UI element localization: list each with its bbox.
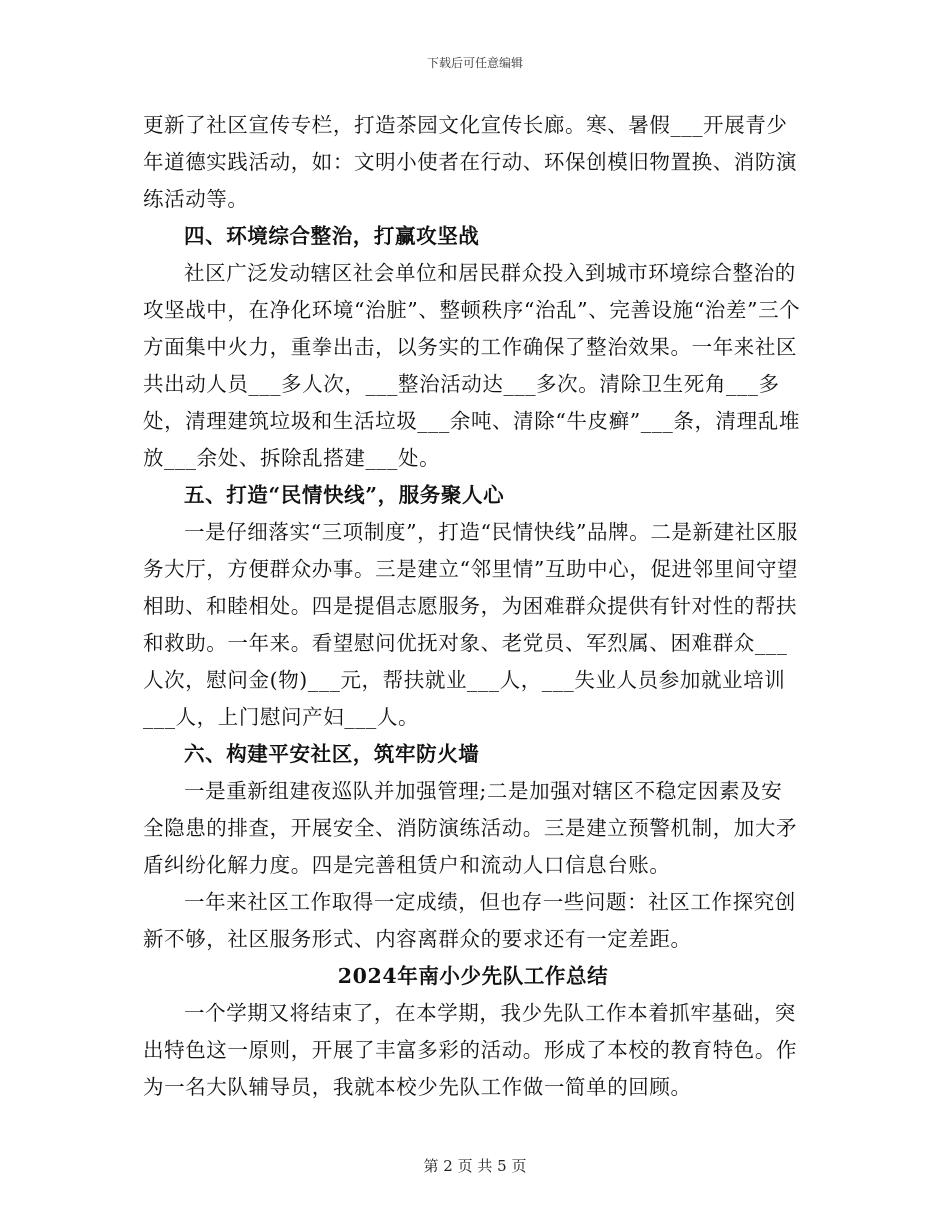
section-heading-4: 四、环境综合整治，打赢攻坚战 (184, 224, 480, 248)
paragraph-environment: 社区广泛发动辖区社会单位和居民群众投入到城市环境综合整治的攻坚战中，在净化环境“治脏”、整顿秩序“治乱”、完善设施“治差”三个方面集中火力，重拳出击，以务实的工作确保了整治效果。一年来社区共出动人员___多人次，___整治活动达___多次。清除卫生死角___多处，清理建筑垃圾和生活垃圾___余吨、清除“牛皮癣”___条，清理乱堆放___余处、拆除乱搭建___处。 (143, 261, 801, 470)
document-title: 2024年南小少先队工作总结 (337, 964, 609, 988)
section-heading-5: 五、打造“民情快线”，服务聚人心 (184, 483, 505, 507)
paragraph-intro: 一个学期又将结束了，在本学期，我少先队工作本着抓牢基础，突出特色这一原则，开展了丰富多彩的活动。形成了本校的教育特色。作为一名大队辅导员，我就本校少先队工作做一简单的回顾。 (143, 1001, 798, 1099)
section-heading-6: 六、构建平安社区，筑牢防火墙 (184, 742, 480, 766)
paragraph-continuation: 更新了社区宣传专栏，打造茶园文化宣传长廊。寒、暑假___开展青少年道德实践活动，如：文明小使者在行动、环保创模旧物置换、消防演练活动等。 (143, 113, 798, 211)
paragraph-public-service: 一是仔细落实“三项制度”，打造“民情快线”品牌。二是新建社区服务大厅，方便群众办事。三是建立“邻里情”互助中心，促进邻里间守望相助、和睦相处。四是提倡志愿服务，为困难群众提供有针对性的帮扶和救助。一年来。看望慰问优抚对象、老党员、军烈属、困难群众___人次，慰问金(物)___元，帮扶就业___人，___失业人员参加就业培训___人，上门慰问产妇___人。 (143, 520, 799, 729)
paragraph-problems: 一年来社区工作取得一定成绩，但也存一些问题：社区工作探究创新不够，社区服务形式、内容离群众的要求还有一定差距。 (143, 890, 796, 951)
paragraph-safety: 一是重新组建夜巡队并加强管理;二是加强对辖区不稳定因素及安全隐患的排查，开展安全、消防演练活动。三是建立预警机制，加大矛盾纠纷化解力度。四是完善租赁户和流动人口信息台账。 (143, 779, 798, 877)
document-body (143, 107, 803, 1106)
page-header: 下载后可任意编辑 (426, 56, 523, 70)
page-footer: 第 2 页 共 5 页 (423, 1157, 527, 1175)
